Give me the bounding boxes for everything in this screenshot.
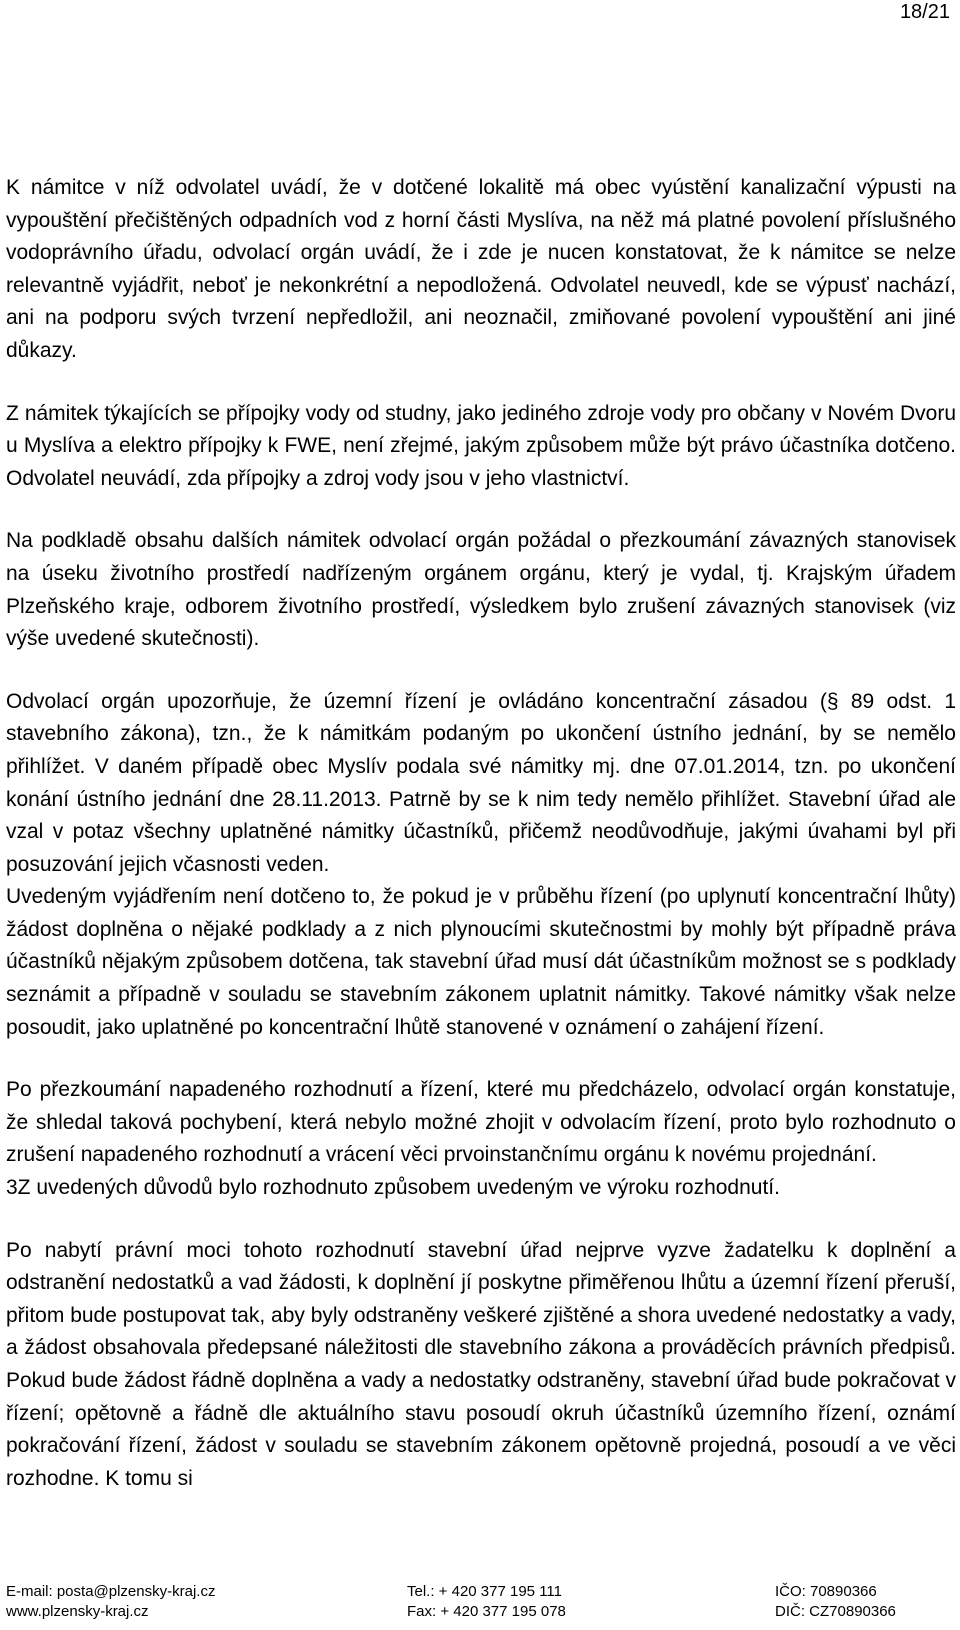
page-number: 18/21 [899, 1, 950, 23]
footer-ico: IČO: 70890366 [775, 1583, 877, 1600]
paragraph-wastewater-outlet: K námitce v níž odvolatel uvádí, že v dotčené lokalitě má obec vyústění kanalizační výpusti na vypouštění přečištěných odpadních vod z horní části Myslíva, na něž má platné povolení příslušného vodoprávního úřadu, odvolací orgán uvádí, že i zde je nucen konstatovat, že k námitce se nelze relevantně vyjádřit, neboť je nekonkrétní a nepodložená. Odvolatel neuvedl, kde se výpusť nachází, ani na podporu svých tvrzení nepředložil, ani neoznačil, zmiňované povolení vypouštění ani jiné důkazy. [6, 176, 956, 362]
footer-contact-phone [407, 1582, 566, 1622]
paragraph-decision-reasons: 3Z uvedených důvodů bylo rozhodnuto způsobem uvedeným ve výroku rozhodnutí. [6, 1176, 780, 1200]
footer-dic: DIČ: CZ70890366 [775, 1603, 896, 1620]
paragraph-next-steps: Po nabytí právní moci tohoto rozhodnutí stavební úřad nejprve vyzve žadatelku k doplnění a odstranění nedostatků a vad žádosti, k doplnění jí poskytne přiměřenou lhůtu a územní řízení přeruší, přitom bude postupovat tak, aby byly odstraněny veškeré zjištěné a shora uvedené nedostatky a vady, a žádost obsahovala předepsané náležitosti dle stavebního zákona a prováděcích právních předpisů. Pokud bude žádost řádně doplněna a vady a nedostatky odstraněny, stavební úřad bude pokračovat v řízení; opětovně a řádně dle aktuálního stavu posoudí okruh účastníků územního řízení, oznámí pokračování řízení, žádost v souladu se stavebním zákonem opětovně projedná, posoudí a ve věci rozhodne. K tomu si [6, 1238, 956, 1490]
paragraph-water-connection: Z námitek týkajících se přípojky vody od studny, jako jediného zdroje vody pro občany v Novém Dvoru u Myslíva a elektro přípojky k FWE, není zřejmé, jakým způsobem může být právo účastníka dotčeno. Odvolatel neuvádí, zda přípojky a zdroj vody jsou v jeho vlastnictví. [6, 401, 956, 490]
paragraph-supplemented-documents: Uvedeným vyjádřením není dotčeno to, že pokud je v průběhu řízení (po uplynutí koncentrační lhůty) žádost doplněna o nějaké podklady a z nich plynoucími skutečnostmi by mohly být případně práva účastníků nějakým způsobem dotčena, tak stavební úřad musí dát účastníkům možnost se s podklady seznámit a případně v souladu se stavebním zákonem uplatnit námitky. Takové námitky však nelze posoudit, jako uplatněné po koncentrační lhůtě stanovené v oznámení o zahájení řízení. [6, 885, 956, 1039]
footer-telephone: Tel.: + 420 377 195 111 [407, 1583, 562, 1600]
document-body [6, 172, 956, 1495]
footer-registration [775, 1582, 896, 1622]
page-footer [6, 1582, 956, 1630]
footer-website[interactable]: www.plzensky-kraj.cz [6, 1603, 149, 1620]
paragraph-binding-opinions: Na podkladě obsahu dalších námitek odvolací orgán požádal o přezkoumání závazných stanovisek na úseku životního prostředí nadřízeným orgánem orgánu, který je vydal, tj. Krajským úřadem Plzeňského kraje, odborem životního prostředí, výsledkem bylo zrušení závazných stanovisek (viz výše uvedené skutečnosti). [6, 529, 956, 651]
footer-fax: Fax: + 420 377 195 078 [407, 1603, 566, 1620]
paragraph-concentration-principle: Odvolací orgán upozorňuje, že územní řízení je ovládáno koncentrační zásadou (§ 89 odst. 1 stavebního zákona), tzn., že k námitkám podaným po ukončení ústního jednání, by se nemělo přihlížet. V daném případě obec Myslív podala své námitky mj. dne 07.01.2014, tzn. po ukončení konání ústního jednání dne 28.11.2013. Patrně by se k nim tedy nemělo přihlížet. Stavební úřad ale vzal v potaz všechny uplatněné námitky účastníků, přičemž neodůvodňuje, jakými úvahami byl při posuzování jejich včasnosti veden. [6, 689, 956, 876]
footer-contact-online [6, 1582, 215, 1622]
paragraph-review-conclusion: Po přezkoumání napadeného rozhodnutí a řízení, které mu předcházelo, odvolací orgán konstatuje, že shledal taková pochybení, která nebylo možné zhojit v odvolacím řízení, proto bylo rozhodnuto o zrušení napadeného rozhodnutí a vrácení věci prvoinstančnímu orgánu k novému projednání. [6, 1078, 956, 1167]
footer-email[interactable]: E-mail: posta@plzensky-kraj.cz [6, 1583, 216, 1600]
